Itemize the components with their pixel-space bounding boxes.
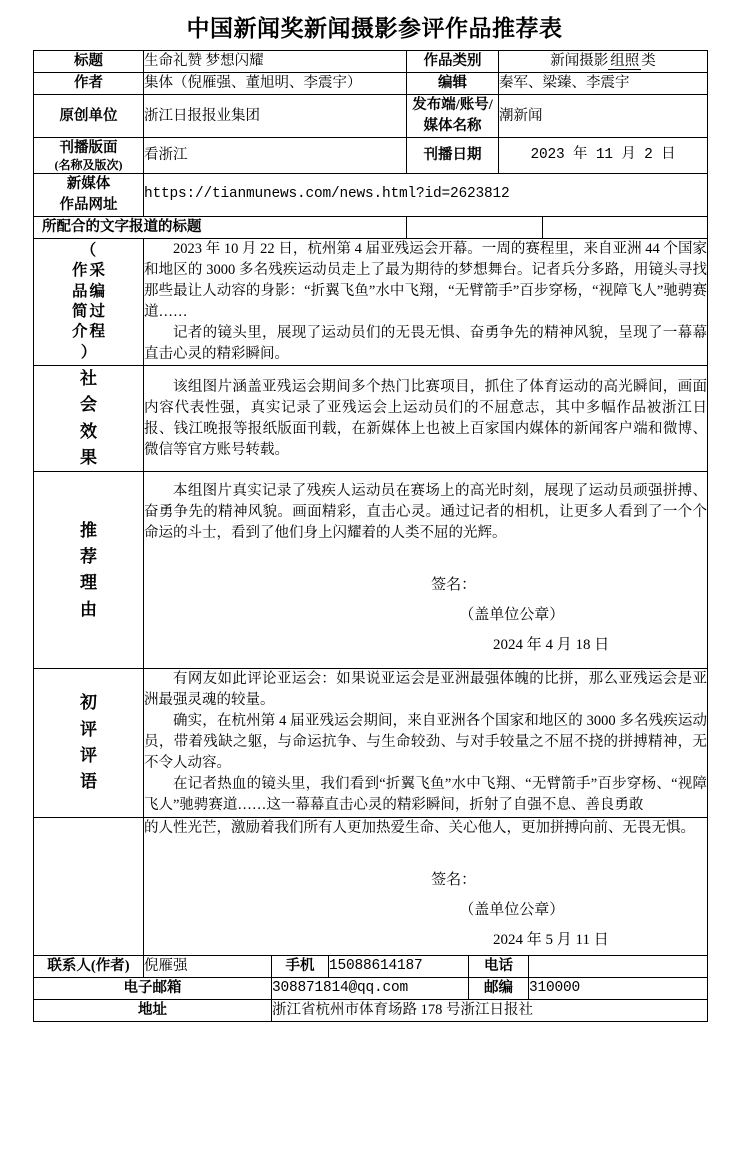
continuation-text: 的人性光芒，激励着我们所有人更加热爱生命、关心他人，更加拼搏向前、无畏无惧。	[144, 819, 695, 836]
paragraph: 在记者热血的镜头里，我们看到“折翼飞鱼”水中飞翔、“无臂箭手”百步穿杨、“视障飞人”驰骋赛道……这一幕幕直击心灵的精彩瞬间，折射了自强不息、善良勇敢	[144, 776, 707, 814]
value-title: 生命礼赞 梦想闪耀	[144, 51, 407, 73]
label-postcode: 邮编	[469, 977, 529, 999]
paragraph: 确实，在杭州第 4 届亚残运会期间，来自亚洲各个国家和地区的 3000 多名残疾运动员，带着残缺之躯，与命运抗争、与生命较劲、与对手较量之不屈不挠的拼搏精神，无不令人动容。	[144, 713, 707, 772]
content-preliminary-review	[144, 669, 708, 817]
vertical-char: 评	[80, 745, 97, 765]
vertical-char: 荐	[80, 547, 97, 567]
table-row-social-effect	[34, 366, 708, 472]
vertical-char: 由	[80, 599, 97, 619]
label-publish-channel	[407, 95, 499, 138]
signature-block-recommend	[144, 570, 707, 660]
seal-label: （盖单位公章）	[459, 606, 565, 623]
signature-label: 签名：	[431, 576, 477, 593]
social-effect-vstack	[34, 366, 143, 471]
preliminary-review-vstack	[34, 690, 143, 795]
label-telephone: 电话	[469, 955, 529, 977]
page-title: 中国新闻奖新闻摄影参评作品推荐表	[186, 16, 563, 41]
label-email: 电子邮箱	[34, 977, 272, 999]
value-editor: 秦军、梁臻、李震宇	[499, 73, 708, 95]
companion-headline-text: 所配合的文字报道的标题	[42, 218, 202, 235]
table-row-preliminary-review-continued	[34, 817, 708, 955]
publish-channel-line1: 发布端/账号/	[412, 97, 493, 114]
vertical-char: 理	[80, 573, 97, 593]
table-row-newmedia-url	[34, 173, 708, 216]
table-row-preliminary-review	[34, 669, 708, 817]
vertical-char: 编	[89, 282, 106, 300]
value-publish-page: 看浙江	[144, 138, 407, 174]
label-preliminary-review	[34, 669, 144, 817]
label-recommend-reason	[34, 472, 144, 669]
vertical-char: 评	[80, 719, 97, 739]
seal-label: （盖单位公章）	[459, 901, 565, 918]
vertical-char: 语	[80, 772, 97, 792]
recommendation-form-table	[33, 50, 708, 956]
value-address: 浙江省杭州市体育场路 178 号浙江日报社	[272, 999, 708, 1021]
table-row-address	[34, 999, 708, 1021]
signature-date: 2024 年 4 月 18 日	[493, 636, 610, 653]
content-preliminary-review-continued	[144, 817, 708, 955]
category-fill: 组照	[610, 53, 640, 69]
label-col-left	[72, 261, 105, 343]
signature-block-preliminary	[144, 865, 707, 955]
content-recommend-reason	[144, 472, 708, 669]
label-companion-headline	[34, 216, 407, 238]
table-row-recommend-reason	[34, 472, 708, 669]
value-telephone	[529, 955, 708, 977]
vertical-char: 会	[80, 395, 97, 415]
label-social-effect	[34, 366, 144, 472]
publish-page-sub: (名称及版次)	[54, 158, 123, 173]
bracket-close: ）	[80, 343, 97, 361]
vertical-char: 采	[89, 262, 106, 280]
vertical-char: 介	[71, 323, 88, 341]
label-category: 作品类别	[407, 51, 499, 73]
vertical-char: 社	[80, 369, 97, 389]
recommend-reason-vstack	[34, 518, 143, 623]
category-suffix: 类	[641, 53, 656, 69]
value-origin-unit: 浙江日报报业集团	[144, 95, 407, 138]
label-editor: 编辑	[407, 73, 499, 95]
paragraph: 记者的镜头里，展现了运动员们的无畏无惧、奋勇争先的精神风貌，呈现了一幕幕直击心灵的精彩瞬间。	[144, 324, 707, 362]
table-row-companion-headline	[34, 216, 708, 238]
content-process-intro	[144, 238, 708, 365]
table-row-author	[34, 73, 708, 95]
paragraph: 该组图片涵盖亚残运会期间多个热门比赛项目，抓住了体育运动的高光瞬间，画面内容代表性强，真实记录了亚残运会上运动员们的不屈意志，其中多幅作品被浙江日报、钱江晚报等报纸版面刊载，在新媒体上也被上百家国内媒体的新闻客户端和微博、微信等官方账号转载。	[144, 378, 707, 458]
label-title: 标题	[34, 51, 144, 73]
publish-channel-line2: 媒体名称	[423, 118, 482, 135]
value-email: 308871814@qq.com	[272, 977, 469, 999]
label-origin-unit: 原创单位	[34, 95, 144, 138]
paragraph: 2023 年 10 月 22 日，杭州第 4 届亚残运会开幕。一周的赛程里，来自亚洲 44 个国家和地区的 3000 多名残疾运动员走上了最为期待的梦想舞台。记者兵分多路，用镜头寻找那些最让人动容的身影：“折翼飞鱼”水中飞翔，“无臂箭手”百步穿杨，“视障飞人”驰骋赛道……	[144, 240, 707, 320]
signature-date: 2024 年 5 月 11 日	[493, 931, 609, 948]
value-author: 集体（倪雁强、董旭明、李震宇）	[144, 73, 407, 95]
value-publish-date: 2023 年 11 月 2 日	[499, 138, 708, 174]
signature-label: 签名：	[431, 871, 477, 888]
table-row-publish-page	[34, 138, 708, 174]
table-row-email	[34, 977, 708, 999]
paragraph: 本组图片真实记录了残疾人运动员在赛场上的高光时刻，展现了运动员顽强拼搏、奋勇争先的精神风貌。画面精彩，直击心灵。通过记者的相机，让更多人看到了一个个命运的斗士，看到了他们身上闪耀着的人类不屈的光辉。	[144, 482, 707, 541]
value-contact-person: 倪雁强	[144, 955, 272, 977]
vertical-char: 简	[71, 302, 88, 320]
label-address: 地址	[34, 999, 272, 1021]
table-row-process-intro	[34, 238, 708, 365]
label-process-intro	[34, 238, 144, 365]
vertical-char: 作	[71, 262, 88, 280]
vertical-char: 程	[89, 323, 106, 341]
table-row-origin-unit	[34, 95, 708, 138]
value-mobile: 15088614187	[329, 955, 469, 977]
label-author: 作者	[34, 73, 144, 95]
content-social-effect	[144, 366, 708, 472]
label-preliminary-review-continued	[34, 817, 144, 955]
value-publish-channel: 潮新闻	[499, 95, 708, 138]
vertical-char: 果	[80, 448, 97, 468]
value-postcode: 310000	[529, 977, 708, 999]
vertical-col-work-intro	[72, 261, 88, 343]
bracket-open: （	[80, 241, 97, 259]
newmedia-line2: 作品网址	[59, 196, 118, 213]
value-category	[499, 51, 708, 73]
label-newmedia-url	[34, 173, 144, 216]
publish-page-main: 刊播版面	[59, 140, 118, 157]
vertical-char: 效	[80, 421, 97, 441]
vertical-col-edit-process	[90, 261, 106, 343]
table-row-title	[34, 51, 708, 73]
value-newmedia-url: https://tianmunews.com/news.html?id=2623812	[144, 173, 708, 216]
paragraph: 有网友如此评论亚运会：如果说亚运会是亚洲最强体魄的比拼，那么亚残运会是亚洲最强灵魂的较量。	[144, 671, 707, 709]
vertical-char: 过	[89, 302, 106, 320]
category-prefix: 新闻摄影	[550, 53, 609, 69]
table-row-contact-person	[34, 955, 708, 977]
label-publish-page	[34, 138, 144, 174]
vertical-char: 品	[71, 282, 88, 300]
contact-table	[33, 955, 708, 1022]
newmedia-line1: 新媒体	[66, 175, 111, 192]
vertical-char: 推	[80, 520, 97, 540]
label-contact-person: 联系人(作者)	[34, 955, 144, 977]
vertical-char: 初	[80, 693, 97, 713]
label-mobile: 手机	[272, 955, 329, 977]
label-publish-date: 刊播日期	[407, 138, 499, 174]
